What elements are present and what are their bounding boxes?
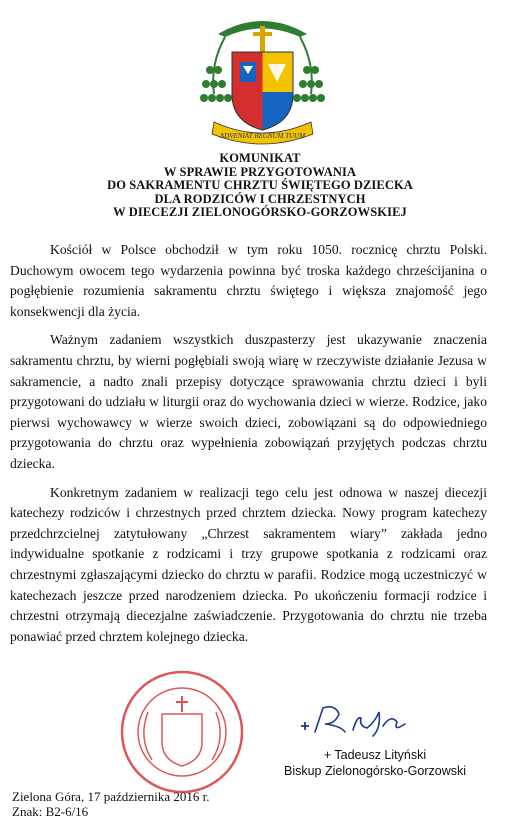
paragraph: Ważnym zadaniem wszystkich duszpasterzy jest ukazywanie znaczenia sakramentu chrztu, by wierni pogłębiali swoją wiarę w rzeczywiste działanie Jezusa w sakramencie, a nadto znali przepisy dotyczące sprawowania chrztu dzieci i byli przygotowani do udziału w liturgii oraz do wychowania dzieci w wierze. Rodzice, jako pierwsi wychowawcy w wierze swoich dzieci, zobowiązani są do odpowiedniego przygotowania do chrztu oraz wypełnienia zobowiązań przyjętych podczas chrztu dziecka. <box>10 332 487 471</box>
signer-role: Biskup Zielonogórsko-Gorzowski <box>283 763 466 778</box>
paragraph: Konkretnym zadaniem w realizacji tego celu jest odnowa w naszej diecezji katechezy rodziców i chrzestnych przed chrztem dziecka. Nowy program katechezy przedchrzcielnej zatytułowany „Chrzest sakramentem wiary” zakłada jedno indywidualne spotkanie z rodzicami i trzy grupowe spotkania z rodzicami oraz chrzestnymi zgłaszającymi dziecko do chrztu w parafii. Rodzice mogą uczestniczyć w katechezach jeszcze przed narodzeniem dziecka. Po ukończeniu formacji rodzice i chrzestni otrzymają diecezjalne zaświadczenie. Przygotowania do chrztu nie trzeba ponawiać przed chrztem kolejnego dziecka. <box>10 484 487 644</box>
date-block <box>12 790 209 819</box>
document-date: Zielona Góra, 17 października 2016 r. <box>12 789 210 804</box>
tassels-right <box>293 66 325 102</box>
tassels-left <box>200 66 232 102</box>
coat-of-arms <box>200 4 325 150</box>
shield <box>232 52 293 130</box>
cross-icon <box>253 26 272 54</box>
handwritten-signature <box>295 702 415 738</box>
signer-name: + Tadeusz Lityński <box>323 748 427 762</box>
motto-text: ADVENIAT REGNUM TUUM <box>219 132 306 140</box>
paragraph: Kościół w Polsce obchodził w tym roku 1050. rocznicę chrztu Polski. Duchowym owocem tego wydarzenia powinna być troska każdego chrześcijanina o pogłębienie rozumienia sakramentu chrztu świętego i większa znajomość jego konsekwencji dla życia. <box>10 242 487 319</box>
document-title <box>60 152 460 220</box>
title-line: W SPRAWIE PRZYGOTOWANIA <box>163 164 357 179</box>
title-line: DO SAKRAMENTU CHRZTU ŚWIĘTEGO DZIECKA <box>107 178 413 193</box>
document-reference: Znak: B2-6/16 <box>12 803 89 819</box>
title-line: DLA RODZICÓW I CHRZESTNYCH <box>154 191 366 206</box>
signature-block <box>260 748 490 779</box>
bishop-seal-stamp <box>118 668 246 796</box>
title-line: KOMUNIKAT <box>219 151 301 165</box>
document-body <box>10 240 487 655</box>
title-line: W DIECEZJI ZIELONOGÓRSKO-GORZOWSKIEJ <box>113 205 407 220</box>
